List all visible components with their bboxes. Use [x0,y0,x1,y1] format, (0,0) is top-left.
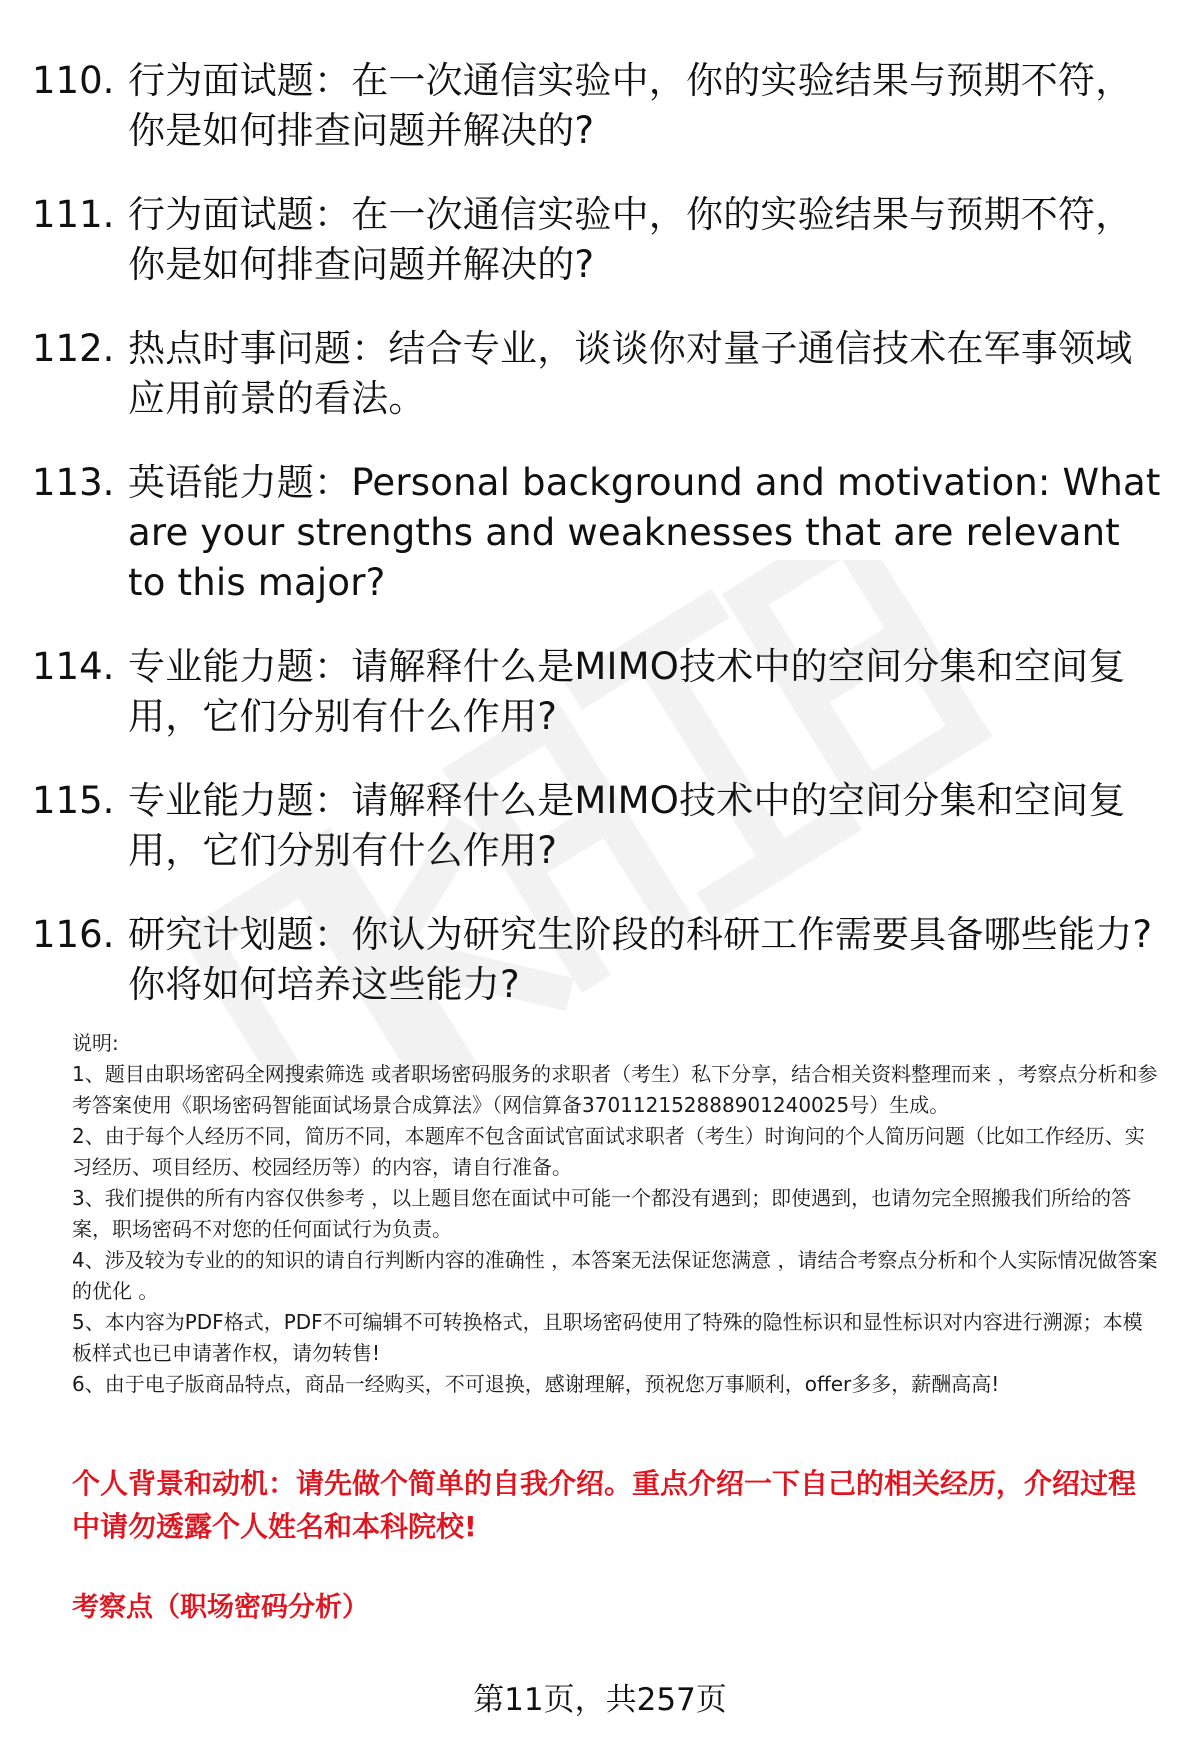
question-item [32,642,1162,742]
note-item: 2、由于每个人经历不同，简历不同，本题库不包含面试官面试求职者（考生）时询问的个人简历问题（比如工作经历、实习经历、项目经历、校园经历等）的内容，请自行准备。 [72,1124,1145,1179]
question-item [32,458,1162,608]
note-item: 4、涉及较为专业的的知识的请自行判断内容的准确性 ，本答案无法保证您满意 ，请结合考察点分析和个人实际情况做答案的优化 。 [72,1248,1158,1303]
question-item [32,776,1162,876]
question-text: 研究计划题：你认为研究生阶段的科研工作需要具备哪些能力?你将如何培养这些能力? [128,913,1153,1006]
highlight-subheading: 考察点（职场密码分析） [72,1592,369,1623]
question-text: 行为面试题：在一次通信实验中，你的实验结果与预期不符，你是如何排查问题并解决的? [128,193,1133,286]
question-number: 115. [32,779,115,822]
question-item [32,324,1162,424]
question-item [32,910,1162,1010]
highlight-intro: 个人背景和动机：请先做个简单的自我介绍。重点介绍一下自己的相关经历，介绍过程中请勿透露个人姓名和本科院校! [72,1467,1137,1543]
note-item: 5、本内容为PDF格式，PDF不可编辑不可转换格式，且职场密码使用了特殊的隐性标识和显性标识对内容进行溯源；本模板样式也已申请著作权，请勿转售! [72,1310,1143,1365]
question-text: 专业能力题：请解释什么是MIMO技术中的空间分集和空间复用，它们分别有什么作用? [128,645,1126,738]
question-text: 英语能力题：Personal background and motivation: What are your strengths and weaknesses that are relevant to this major? [128,461,1161,604]
highlight-section [72,1462,1162,1628]
question-number: 114. [32,645,115,688]
question-number: 111. [32,193,115,236]
question-number: 110. [32,59,115,102]
page-footer: 第11页，共257页 [473,1682,727,1718]
question-number: 112. [32,327,115,370]
question-number: 116. [32,913,115,956]
question-list [32,56,1162,1044]
question-item [32,190,1162,290]
note-item: 3、我们提供的所有内容仅供参考 ，以上题目您在面试中可能一个都没有遇到；即使遇到，也请勿完全照搬我们所给的答案，职场密码不对您的任何面试行为负责。 [72,1186,1132,1241]
question-number: 113. [32,461,115,504]
question-text: 专业能力题：请解释什么是MIMO技术中的空间分集和空间复用，它们分别有什么作用? [128,779,1126,872]
notes-section [72,1028,1162,1400]
notes-title: 说明: [72,1031,119,1055]
question-item [32,56,1162,156]
question-text: 行为面试题：在一次通信实验中，你的实验结果与预期不符，你是如何排查问题并解决的? [128,59,1133,152]
note-item: 6、由于电子版商品特点，商品一经购买，不可退换，感谢理解，预祝您万事顺利，offer多多，薪酬高高! [72,1372,1000,1396]
note-item: 1、题目由职场密码全网搜索筛选 或者职场密码服务的求职者（考生）私下分享，结合相关资料整理而来 ，考察点分析和参考答案使用《职场密码智能面试场景合成算法》（网信算备370112152888901240025号）生成。 [72,1062,1158,1117]
question-text: 热点时事问题：结合专业，谈谈你对量子通信技术在军事领域应用前景的看法。 [128,327,1133,420]
